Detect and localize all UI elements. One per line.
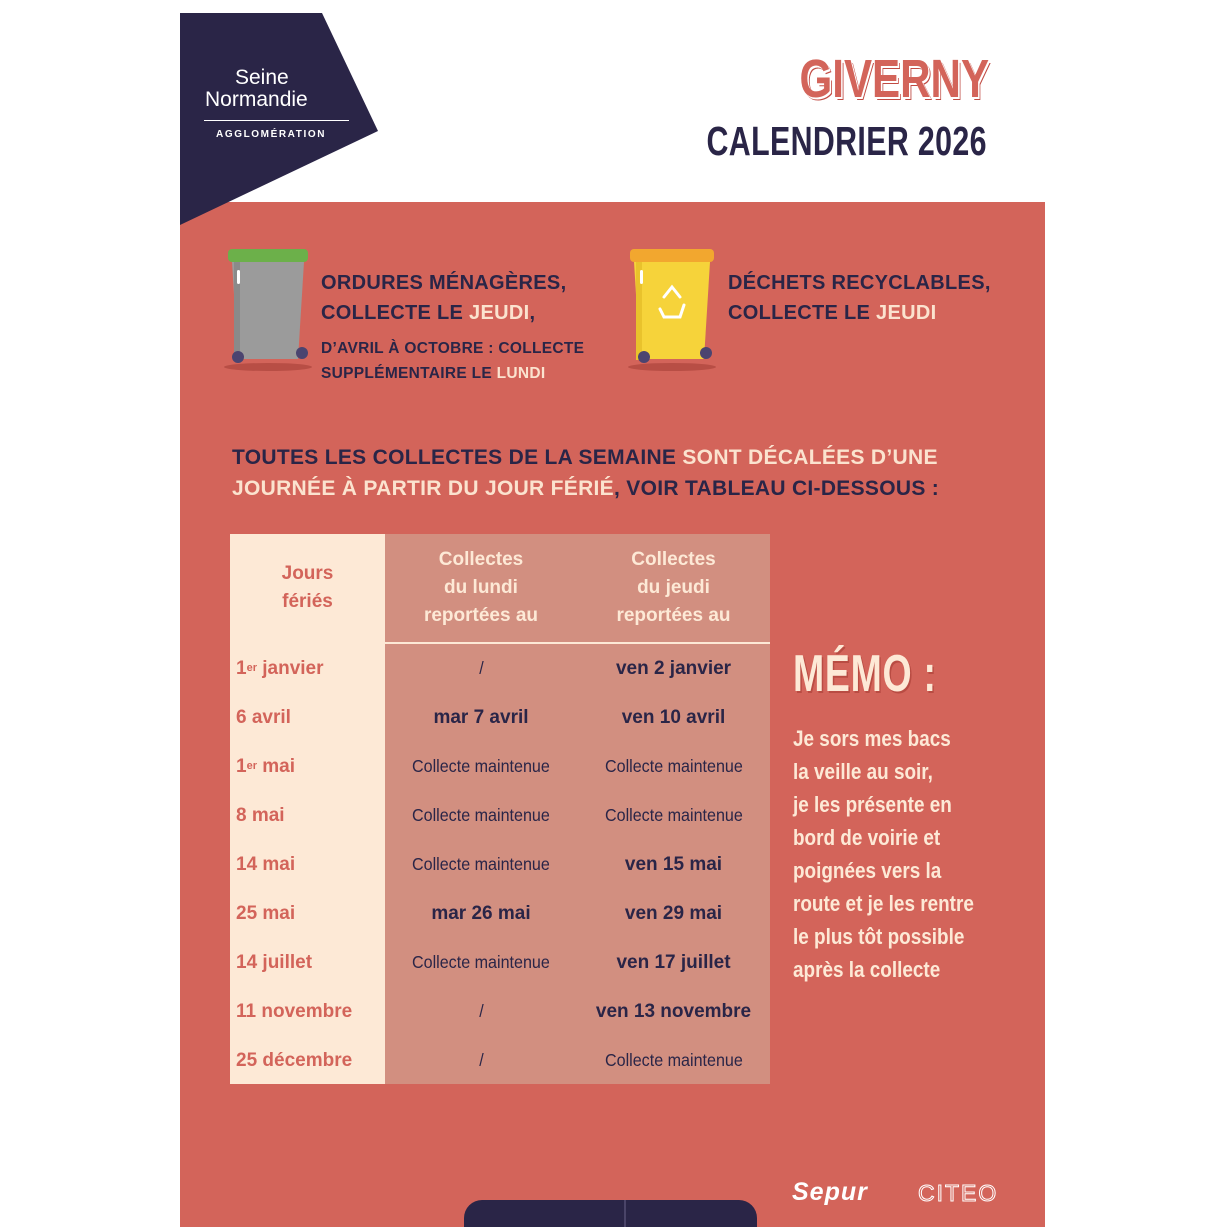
sepur-logo: Sepur [792, 1178, 868, 1206]
monday-value: / [478, 1050, 484, 1070]
monday-cell [385, 938, 577, 987]
recycling-title-line2 [728, 298, 991, 328]
monday-value: / [478, 658, 484, 678]
table-row [230, 1036, 770, 1085]
thursday-value: Collecte maintenue [604, 756, 743, 776]
thursday-cell [577, 987, 770, 1036]
thursday-value: Collecte maintenue [604, 1050, 743, 1070]
monday-value: Collecte maintenue [412, 805, 550, 825]
recycling-title-line1: DÉCHETS RECYCLABLES, [728, 272, 991, 294]
memo-title: MÉMO : [793, 645, 937, 703]
holiday-month: mai [256, 755, 296, 777]
monday-value: mar 7 avril [433, 706, 529, 728]
thursday-cell [577, 840, 770, 889]
table-row [230, 840, 770, 889]
holiday-date: 25 mai [236, 902, 296, 924]
household-title-prefix: COLLECTE LE [321, 302, 470, 324]
holiday-month: janvier [256, 657, 324, 679]
monday-cell [385, 889, 577, 938]
notice-highlight: SONT DÉCALÉES D’UNE JOURNÉE À PARTIR DU JOUR FÉRIÉ [232, 446, 938, 500]
monday-value: Collecte maintenue [412, 756, 550, 776]
recycling-title-prefix: COLLECTE LE [728, 302, 877, 324]
monday-cell [385, 693, 577, 742]
town-title: GIVERNY [799, 49, 989, 109]
thursday-cell [577, 938, 770, 987]
holiday-cell: 1 er janvier [236, 657, 324, 679]
header-thursday: Collectes du jeudi reportées au [616, 549, 731, 626]
table-row [230, 889, 770, 938]
holiday-date: 14 mai [236, 853, 296, 875]
holiday-cell [236, 693, 386, 742]
monday-value: Collecte maintenue [412, 854, 550, 874]
citeo-logo: CITEO [918, 1180, 999, 1206]
header-monday: Collectes du lundi reportées au [423, 549, 539, 626]
thursday-cell [577, 1036, 770, 1085]
thursday-value: ven 17 juillet [616, 951, 731, 973]
monday-cell [385, 644, 577, 693]
monday-value: mar 26 mai [431, 902, 531, 924]
seine-normandie-logo [180, 13, 378, 225]
holiday-date: 6 avril [236, 706, 291, 728]
logo-line2: Normandie [205, 88, 308, 111]
bottom-tab-divider [624, 1200, 626, 1227]
monday-value: / [478, 1001, 484, 1021]
household-note-line1: D’AVRIL À OCTOBRE : COLLECTE [321, 340, 585, 357]
grey-bin-icon [222, 247, 314, 378]
holiday-date: 14 juillet [236, 951, 313, 973]
thursday-cell [577, 742, 770, 791]
bottom-tab [464, 1200, 757, 1227]
monday-cell [385, 1036, 577, 1085]
thursday-cell [577, 791, 770, 840]
thursday-cell [577, 644, 770, 693]
table-row [230, 693, 770, 742]
logo-line1: Seine [235, 66, 289, 89]
holiday-cell [236, 1036, 386, 1085]
holiday-date: 11 novembre [236, 1000, 353, 1022]
calendar-title: CALENDRIER 2026 [706, 118, 987, 164]
holiday-cell [236, 889, 386, 938]
monday-cell [385, 840, 577, 889]
holiday-table [230, 534, 770, 1084]
thursday-value: ven 15 mai [624, 853, 723, 875]
holiday-cell [236, 938, 386, 987]
table-row [230, 742, 770, 791]
logo-divider [204, 120, 349, 121]
holiday-date: 8 mai [236, 804, 285, 826]
header-holidays: Jours fériés [281, 563, 334, 612]
thursday-value: ven 29 mai [624, 902, 723, 924]
household-note-prefix: SUPPLÉMENTAIRE LE [321, 365, 497, 382]
thursday-value: Collecte maintenue [604, 805, 743, 825]
thursday-value: ven 2 janvier [615, 657, 732, 679]
holiday-cell: 1 er mai [236, 755, 296, 777]
table-row [230, 987, 770, 1036]
household-title-line1: ORDURES MÉNAGÈRES, [321, 272, 567, 294]
holiday-date: 1 [236, 657, 247, 679]
thursday-value: ven 13 novembre [595, 1000, 752, 1022]
thursday-cell [577, 693, 770, 742]
table-row [230, 791, 770, 840]
household-note-line2 [321, 361, 584, 386]
monday-cell [385, 987, 577, 1036]
logo-shape [180, 13, 378, 225]
holiday-date: 25 décembre [236, 1049, 353, 1071]
household-title-line2 [321, 298, 566, 328]
notice-part1: TOUTES LES COLLECTES DE LA SEMAINE [232, 446, 683, 469]
household-extra-day: LUNDI [496, 365, 546, 382]
notice-part3: , VOIR TABLEAU CI-DESSOUS : [614, 477, 940, 500]
holiday-shift-notice [232, 442, 952, 504]
monday-cell [385, 742, 577, 791]
holiday-cell [236, 791, 386, 840]
household-waste-title [321, 268, 566, 328]
recycling-title [728, 268, 991, 328]
holiday-date: 1 [236, 755, 247, 777]
table-row [230, 938, 770, 987]
household-extra-note [321, 336, 584, 386]
recycling-day: JEUDI [876, 302, 937, 324]
household-title-suffix: , [529, 302, 536, 324]
thursday-cell [577, 889, 770, 938]
yellow-recycling-bin-icon [626, 247, 718, 378]
memo-text: Je sors mes bacs la veille au soir, je les présente en bord de voirie et poignées vers la route et je les rentre le plus tôt possible après la collecte [793, 726, 974, 982]
table-row [230, 644, 770, 693]
holiday-cell [236, 840, 386, 889]
holiday-cell [236, 987, 386, 1036]
thursday-value: ven 10 avril [621, 706, 726, 728]
monday-value: Collecte maintenue [412, 952, 550, 972]
household-day: JEUDI [469, 302, 530, 324]
logo-subtitle: AGGLOMÉRATION [216, 129, 327, 140]
monday-cell [385, 791, 577, 840]
